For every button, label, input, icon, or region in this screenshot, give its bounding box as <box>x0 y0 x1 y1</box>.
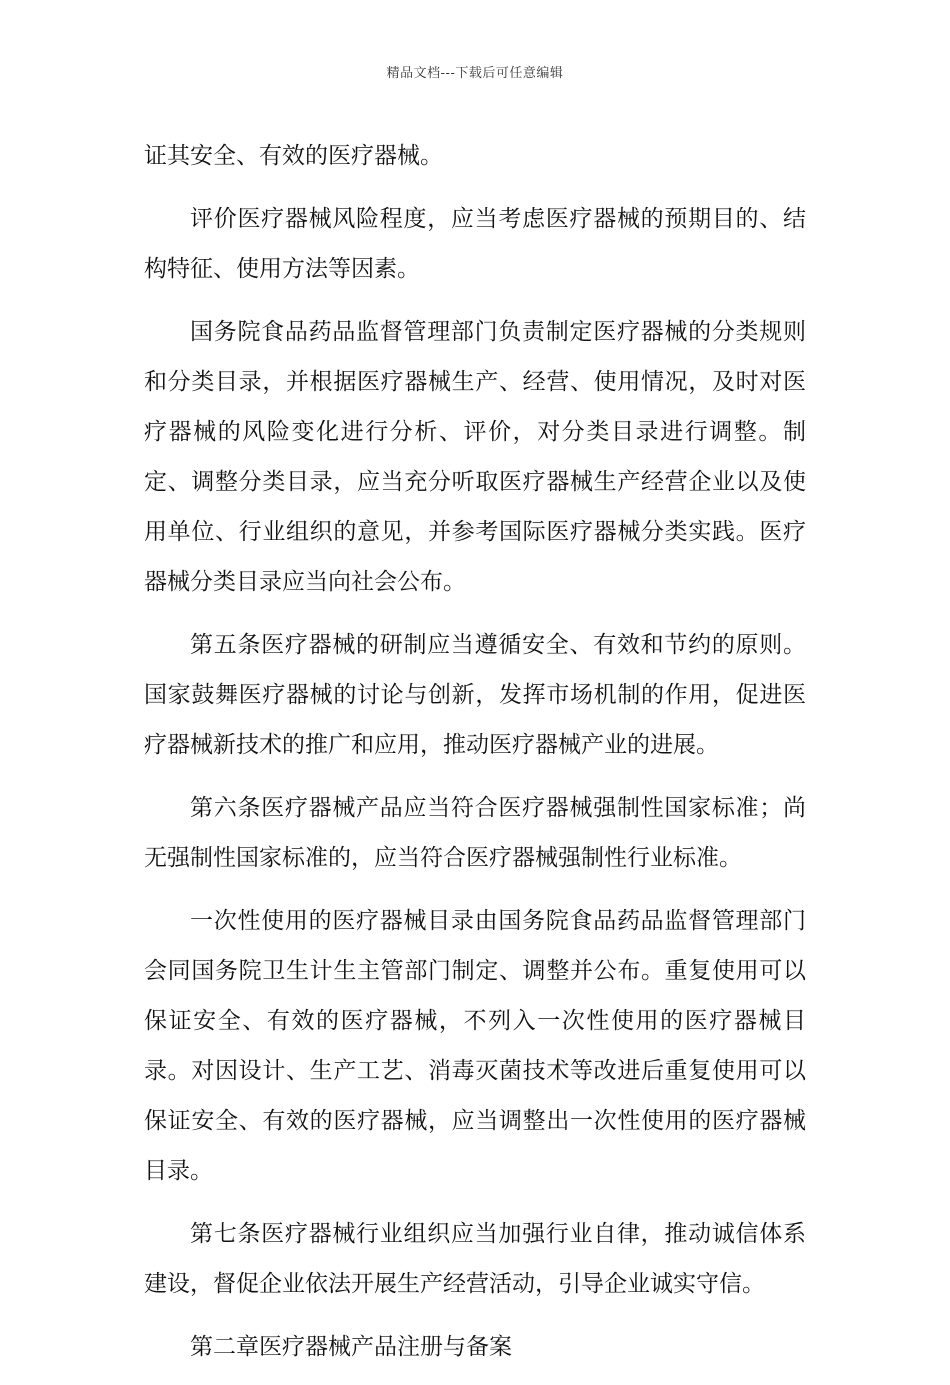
page-header: 精品文档---下载后可任意编辑 <box>386 66 564 81</box>
paragraph-article-5: 第五条医疗器械的研制应当遵循安全、有效和节约的原则。国家鼓舞医疗器械的讨论与创新，发挥市场机制的作用，促进医疗器械新技术的推广和应用，推动医疗器械产业的进展。 <box>144 632 806 758</box>
paragraph-continuation: 证其安全、有效的医疗器械。 <box>144 143 443 169</box>
paragraph-risk-evaluation: 评价医疗器械风险程度，应当考虑医疗器械的预期目的、结构特征、使用方法等因素。 <box>144 206 806 282</box>
document-body <box>144 131 806 1385</box>
paragraph-classification-rules: 国务院食品药品监督管理部门负责制定医疗器械的分类规则和分类目录，并根据医疗器械生产、经营、使用情况，及时对医疗器械的风险变化进行分析、评价，对分类目录进行调整。制定、调整分类目录，应当充分听取医疗器械生产经营企业以及使用单位、行业组织的意见，并参考国际医疗器械分类实践。医疗器械分类目录应当向社会公布。 <box>144 319 806 595</box>
paragraph-article-7: 第七条医疗器械行业组织应当加强行业自律，推动诚信体系建设，督促企业依法开展生产经营活动，引导企业诚实守信。 <box>144 1221 806 1297</box>
paragraph-article-6: 第六条医疗器械产品应当符合医疗器械强制性国家标准；尚无强制性国家标准的，应当符合医疗器械强制性行业标准。 <box>144 795 806 871</box>
paragraph-single-use-catalog: 一次性使用的医疗器械目录由国务院食品药品监督管理部门会同国务院卫生计生主管部门制定、调整并公布。重复使用可以保证安全、有效的医疗器械，不列入一次性使用的医疗器械目录。对因设计、生产工艺、消毒灭菌技术等改进后重复使用可以保证安全、有效的医疗器械，应当调整出一次性使用的医疗器械目录。 <box>144 908 806 1184</box>
chapter-2-heading: 第二章医疗器械产品注册与备案 <box>190 1334 512 1360</box>
